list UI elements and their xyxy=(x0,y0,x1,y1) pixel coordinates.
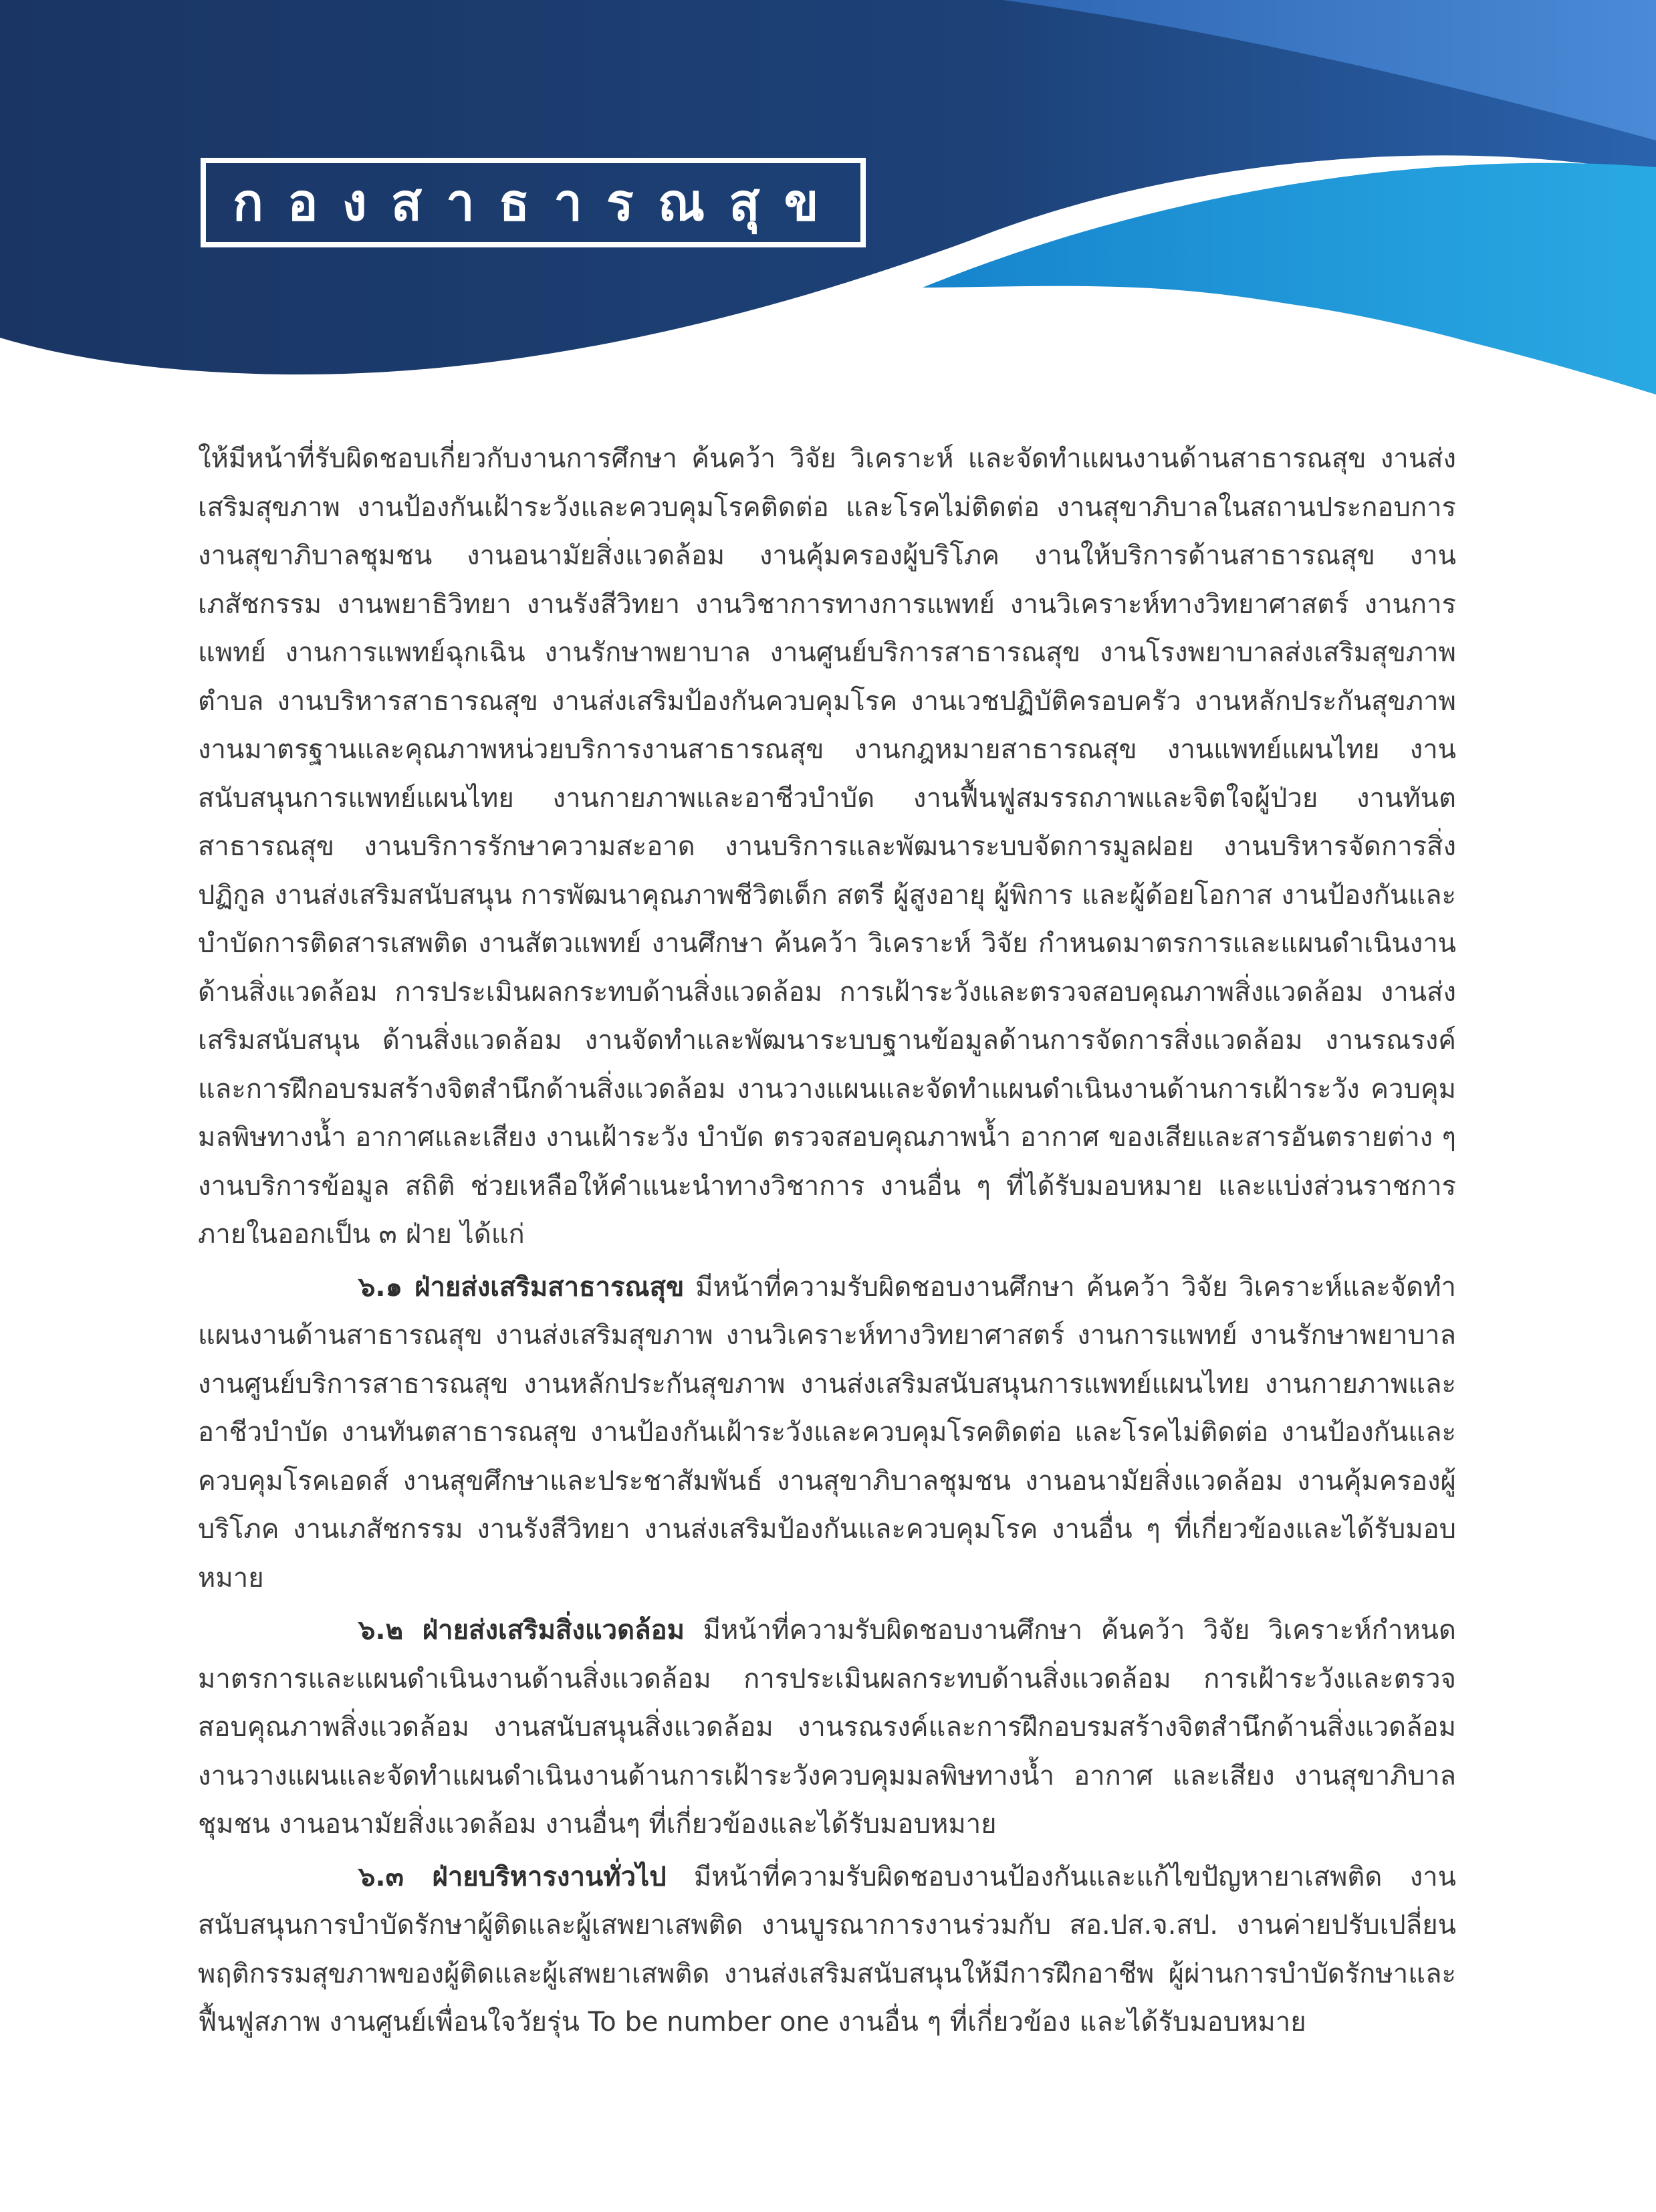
page-title: กองสาธารณสุข xyxy=(233,173,843,232)
division-text-2: มีหน้าที่ความรับผิดชอบงานศึกษา ค้นคว้า วิจัย วิเคราะห์กำหนดมาตรการและแผนดำเนินงานด้านสิ่งแวดล้อม การประเมินผลกระทบด้านสิ่งแวดล้อม การเฝ้าระวังและตรวจสอบคุณภาพสิ่งแวดล้อม งานสนับสนุนสิ่งแวดล้อม งานรณรงค์และการฝึกอบรมสร้างจิตสำนึกด้านสิ่งแวดล้อม งานวางแผนและจัดทำแผนดำเนินงานด้านการเฝ้าระวังควบคุมมลพิษทางน้ำ อากาศ และเสียง งานสุขาภิบาลชุมชน งานอนามัยสิ่งแวดล้อม งานอื่นๆ ที่เกี่ยวข้องและได้รับมอบหมาย xyxy=(198,1615,1456,1840)
division-paragraph-2 xyxy=(198,1606,1456,1849)
division-paragraph-1 xyxy=(198,1263,1456,1603)
intro-paragraph: ให้มีหน้าที่รับผิดชอบเกี่ยวกับงานการศึกษา ค้นคว้า วิจัย วิเคราะห์ และจัดทำแผนงานด้านสาธารณสุข งานส่งเสริมสุขภาพ งานป้องกันเฝ้าระวังและควบคุมโรคติดต่อ และโรคไม่ติดต่อ งานสุขาภิบาลในสถานประกอบการ งานสุขาภิบาลชุมชน งานอนามัยสิ่งแวดล้อม งานคุ้มครองผู้บริโภค งานให้บริการด้านสาธารณสุข งานเภสัชกรรม งานพยาธิวิทยา งานรังสีวิทยา งานวิชาการทางการแพทย์ งานวิเคราะห์ทางวิทยาศาสตร์ งานการแพทย์ งานการแพทย์ฉุกเฉิน งานรักษาพยาบาล งานศูนย์บริการสาธารณสุข งานโรงพยาบาลส่งเสริมสุขภาพตำบล งานบริหารสาธารณสุข งานส่งเสริมป้องกันควบคุมโรค งานเวชปฏิบัติครอบครัว งานหลักประกันสุขภาพ งานมาตรฐานและคุณภาพหน่วยบริการงานสาธารณสุข งานกฎหมายสาธารณสุข งานแพทย์แผนไทย งานสนับสนุนการแพทย์แผนไทย งานกายภาพและอาชีวบำบัด งานฟื้นฟูสมรรถภาพและจิตใจผู้ป่วย งานทันตสาธารณสุข งานบริการรักษาความสะอาด งานบริการและพัฒนาระบบจัดการมูลฝอย งานบริหารจัดการสิ่งปฏิกูล งานส่งเสริมสนับสนุน การพัฒนาคุณภาพชีวิตเด็ก สตรี ผู้สูงอายุ ผู้พิการ และผู้ด้อยโอกาส งานป้องกันและบำบัดการติดสารเสพติด งานสัตวแพทย์ งานศึกษา ค้นคว้า วิเคราะห์ วิจัย กำหนดมาตรการและแผนดำเนินงานด้านสิ่งแวดล้อม การประเมินผลกระทบด้านสิ่งแวดล้อม การเฝ้าระวังและตรวจสอบคุณภาพสิ่งแวดล้อม งานส่งเสริมสนับสนุน ด้านสิ่งแวดล้อม งานจัดทำและพัฒนาระบบฐานข้อมูลด้านการจัดการสิ่งแวดล้อม งานรณรงค์และการฝึกอบรมสร้างจิตสำนึกด้านสิ่งแวดล้อม งานวางแผนและจัดทำแผนดำเนินงานด้านการเฝ้าระวัง ควบคุมมลพิษทางน้ำ อากาศและเสียง งานเฝ้าระวัง บำบัด ตรวจสอบคุณภาพน้ำ อากาศ ของเสียและสารอันตรายต่าง ๆ งานบริการข้อมูล สถิติ ช่วยเหลือให้คำแนะนำทางวิชาการ งานอื่น ๆ ที่ได้รับมอบหมาย และแบ่งส่วนราชการภายในออกเป็น ๓ ฝ่าย ได้แก่ xyxy=(198,443,1457,1250)
page-title-box xyxy=(201,158,866,247)
division-heading-3: ๖.๓ ฝ่ายบริหารงานทั่วไป xyxy=(358,1861,667,1892)
division-paragraph-3 xyxy=(198,1853,1456,2047)
division-heading-2: ๖.๒ ฝ่ายส่งเสริมสิ่งแวดล้อม xyxy=(358,1615,685,1646)
division-text-3: มีหน้าที่ความรับผิดชอบงานป้องกันและแก้ไขปัญหายาเสพติด งานสนับสนุนการบำบัดรักษาผู้ติดและผู้เสพยาเสพติด งานบูรณาการงานร่วมกับ สอ.ปส.จ.สป. งานค่ายปรับเปลี่ยนพฤติกรรมสุขภาพของผู้ติดและผู้เสพยาเสพติด งานส่งเสริมสนับสนุนให้มีการฝึกอาชีพ ผู้ผ่านการบำบัดรักษาและฟื้นฟูสภาพ งานศูนย์เพื่อนใจวัยรุ่น To be number one งานอื่น ๆ ที่เกี่ยวข้อง และได้รับมอบหมาย xyxy=(198,1861,1456,2037)
division-heading-1: ๖.๑ ฝ่ายส่งเสริมสาธารณสุข xyxy=(358,1271,685,1303)
document-body xyxy=(198,435,1456,2047)
division-text-1: มีหน้าที่ความรับผิดชอบงานศึกษา ค้นคว้า วิจัย วิเคราะห์และจัดทำแผนงานด้านสาธารณสุข งานส่งเสริมสุขภาพ งานวิเคราะห์ทางวิทยาศาสตร์ งานการแพทย์ งานรักษาพยาบาล งานศูนย์บริการสาธารณสุข งานหลักประกันสุขภาพ งานส่งเสริมสนับสนุนการแพทย์แผนไทย งานกายภาพและอาชีวบำบัด งานทันตสาธารณสุข งานป้องกันเฝ้าระวังและควบคุมโรคติดต่อ และโรคไม่ติดต่อ งานป้องกันและควบคุมโรคเอดส์ งานสุขศึกษาและประชาสัมพันธ์ งานสุขาภิบาลชุมชน งานอนามัยสิ่งแวดล้อม งานคุ้มครองผู้บริโภค งานเภสัชกรรม งานรังสีวิทยา งานส่งเสริมป้องกันและควบคุมโรค งานอื่น ๆ ที่เกี่ยวข้องและได้รับมอบหมาย xyxy=(198,1271,1456,1593)
